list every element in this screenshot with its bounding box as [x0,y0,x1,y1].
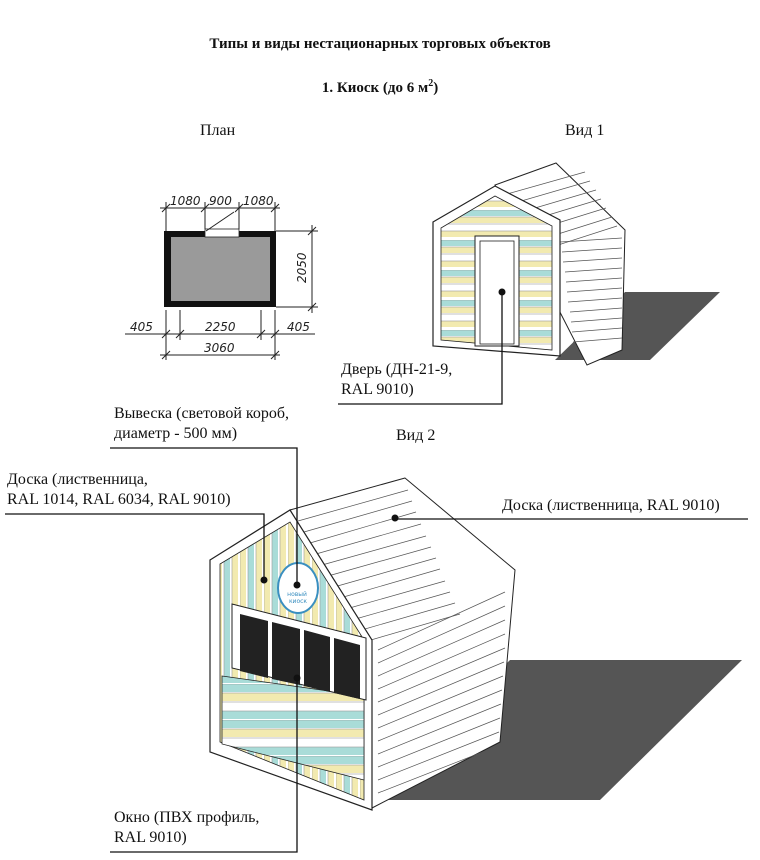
plan-dim-bottom-mid: 2250 [205,320,236,334]
subtitle-end: ) [433,80,439,96]
window-callout: Окно (ПВХ профиль, RAL 9010) [114,809,260,846]
view2-kiosk [210,478,742,810]
plan-dim-height: 2050 [295,252,309,283]
subtitle-text: 1. Киоск (до 6 м [321,80,429,96]
door-callout: Дверь (ДН-21-9, RAL 9010) [341,361,453,398]
board-right-callout: Доска (лиственница, RAL 9010) [502,497,720,514]
sign-logo-line1: новый [287,591,307,598]
sign-logo [287,591,309,605]
plan-dim-top-mid: 900 [209,194,232,208]
page-title: Типы и виды нестационарных торговых объектов [209,36,551,52]
view2-label: Вид 2 [396,427,436,444]
sign-logo-line2: киоск [288,598,308,605]
subtitle-superscript: 2 [428,78,434,89]
plan-dim-bottom-left: 405 [130,320,153,334]
plan-dim-top-right: 1080 [243,194,274,208]
plan-dim-total: 3060 [204,341,235,355]
view1-label: Вид 1 [565,122,605,139]
plan-drawing [125,202,318,360]
board-left-callout: Доска (лиственница, RAL 1014, RAL 6034, RAL 9010) [7,471,231,508]
view1-kiosk [433,163,720,365]
plan-dim-bottom-right: 405 [287,320,310,334]
sign-callout: Вывеска (световой короб, диаметр - 500 мм) [114,405,289,442]
plan-label: План [200,122,236,139]
plan-dim-top-left: 1080 [170,194,201,208]
